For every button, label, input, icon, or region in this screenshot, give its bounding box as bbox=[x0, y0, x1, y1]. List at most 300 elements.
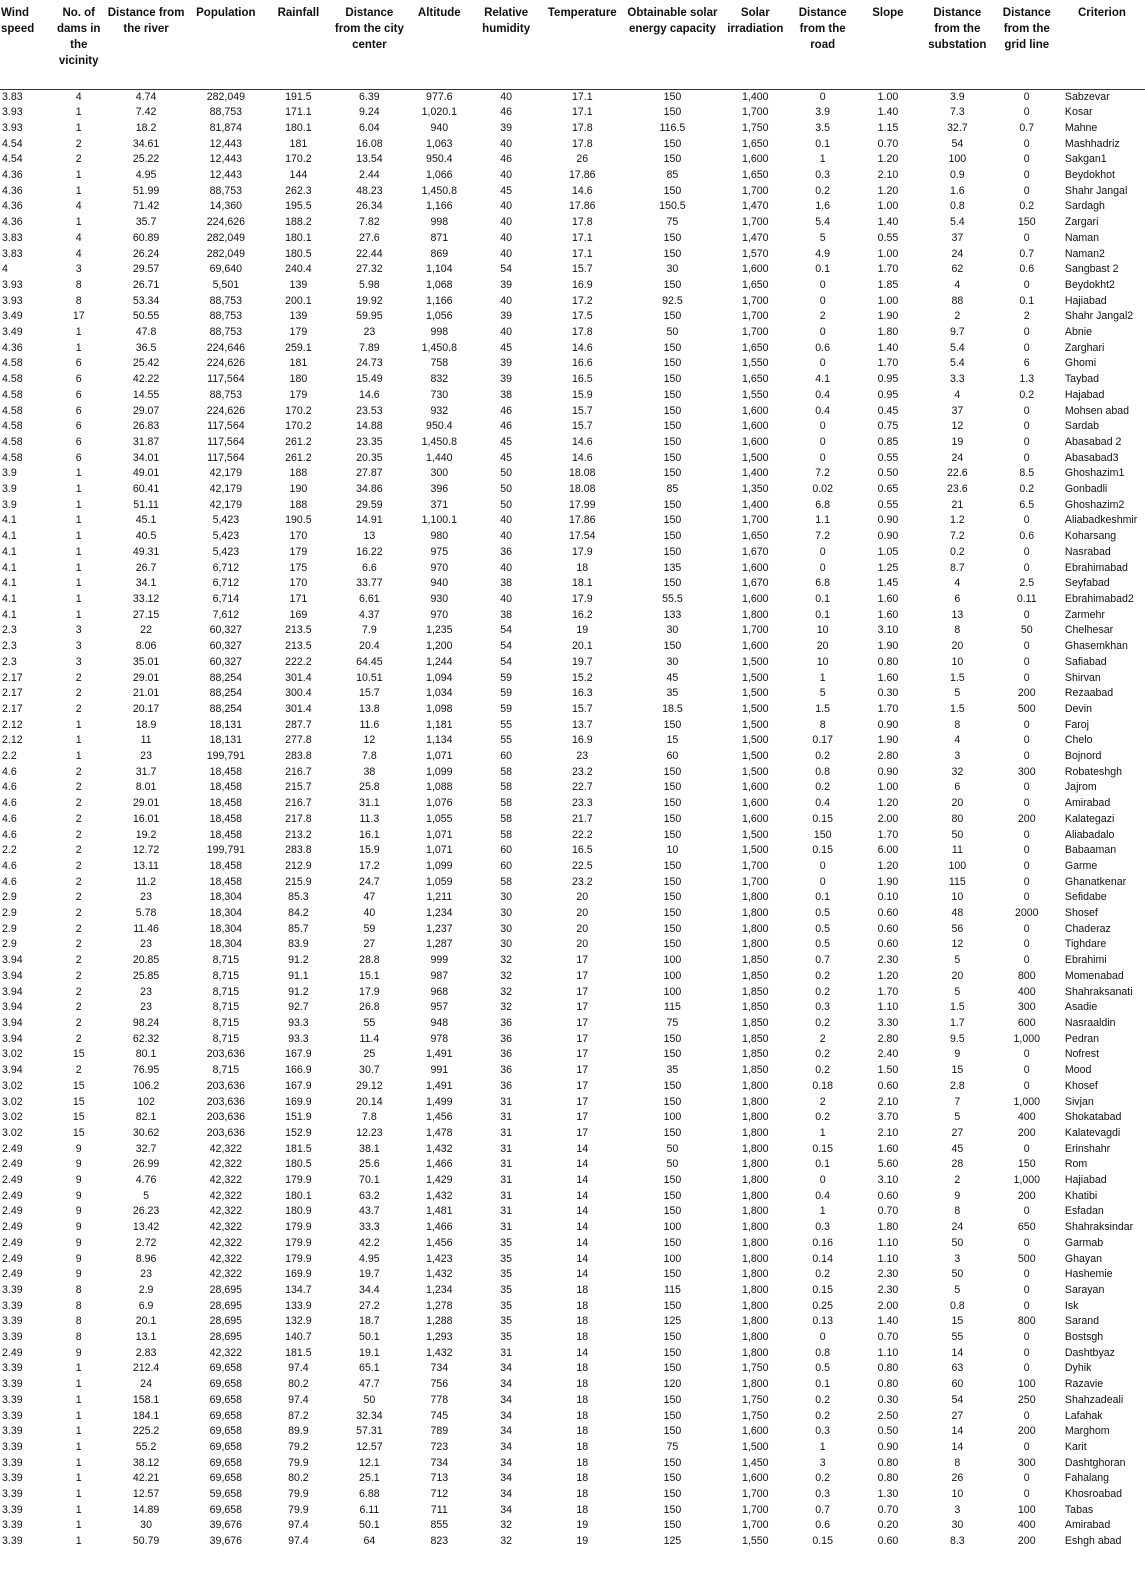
table-cell: 167.9 bbox=[285, 1048, 312, 1061]
table-cell: 60,327 bbox=[209, 624, 243, 637]
table-cell: 150 bbox=[663, 530, 682, 543]
table-cell: 2 bbox=[75, 954, 82, 967]
table-cell: 4.37 bbox=[359, 608, 380, 621]
table-cell: 76.95 bbox=[132, 1064, 160, 1077]
table-cell: 2.3 bbox=[2, 655, 17, 668]
table-cell: 18,131 bbox=[209, 734, 243, 747]
table-cell: 1.15 bbox=[877, 121, 899, 134]
table-cell: 69,658 bbox=[209, 1378, 243, 1391]
table-cell: 0 bbox=[1023, 1299, 1030, 1312]
table-cell: 1,670 bbox=[742, 545, 769, 558]
table-cell: 0.85 bbox=[877, 435, 899, 448]
table-cell: Dashtbyaz bbox=[1064, 1346, 1115, 1359]
table-cell: 55 bbox=[951, 1331, 964, 1344]
table-cell: 16.9 bbox=[571, 278, 593, 291]
table-cell: 5 bbox=[143, 1189, 150, 1202]
table-cell: 29.57 bbox=[132, 263, 160, 276]
table-cell: 2.10 bbox=[877, 1095, 899, 1108]
table-cell: 0 bbox=[1023, 278, 1030, 291]
table-cell: 8.06 bbox=[135, 640, 157, 653]
table-cell: 0.2 bbox=[815, 1268, 831, 1281]
table-cell: 2.00 bbox=[877, 812, 899, 825]
table-cell: 25 bbox=[363, 1048, 376, 1061]
table-cell: 27.2 bbox=[359, 1299, 380, 1312]
table-cell: 45 bbox=[666, 671, 679, 684]
table-cell: 88,753 bbox=[209, 184, 243, 197]
table-cell: 11 bbox=[951, 844, 963, 857]
table-cell: 300 bbox=[430, 467, 449, 480]
table-cell: 59,658 bbox=[209, 1488, 243, 1501]
table-cell: 1 bbox=[75, 1362, 82, 1375]
table-cell: 2.40 bbox=[877, 1048, 899, 1061]
table-cell: 1,166 bbox=[426, 200, 453, 213]
table-cell: 26.34 bbox=[356, 200, 383, 213]
table-cell: 0 bbox=[1023, 797, 1030, 810]
table-cell: 2 bbox=[75, 797, 82, 810]
table-row bbox=[0, 639, 1145, 655]
table-cell: 14 bbox=[951, 1346, 964, 1359]
table-cell: 1 bbox=[75, 750, 82, 763]
table-cell: 5,423 bbox=[212, 545, 240, 558]
table-cell: 9 bbox=[75, 1205, 82, 1218]
table-cell: 117,564 bbox=[207, 435, 245, 448]
table-cell: Garmab bbox=[1064, 1236, 1104, 1249]
table-cell: 150 bbox=[663, 498, 682, 511]
table-cell: 10 bbox=[816, 655, 829, 668]
table-cell: Sivjan bbox=[1064, 1095, 1094, 1108]
table-cell: 14 bbox=[576, 1174, 589, 1187]
table-cell: 8,715 bbox=[212, 969, 240, 982]
table-cell: 0 bbox=[1023, 671, 1030, 684]
table-cell: 139 bbox=[289, 310, 308, 323]
table-cell: 3.39 bbox=[2, 1283, 23, 1296]
table-cell: 34 bbox=[500, 1378, 513, 1391]
table-cell: 0.02 bbox=[812, 483, 833, 496]
table-cell: 2.5 bbox=[1019, 577, 1035, 590]
table-cell: 8,715 bbox=[212, 1016, 240, 1029]
table-cell: 2.10 bbox=[877, 1126, 899, 1139]
table-cell: Mood bbox=[1064, 1064, 1092, 1077]
table-cell: 4.6 bbox=[2, 859, 17, 872]
table-cell: Taybad bbox=[1064, 373, 1100, 386]
table-cell: 734 bbox=[430, 1362, 449, 1375]
table-cell: 20 bbox=[951, 797, 964, 810]
table-cell: Sabzevar bbox=[1064, 90, 1110, 103]
table-cell: 31.1 bbox=[359, 797, 380, 810]
table-cell: 2 bbox=[75, 1016, 82, 1029]
table-cell: 38 bbox=[500, 608, 513, 621]
table-cell: 6,714 bbox=[212, 593, 240, 605]
table-row bbox=[0, 592, 1145, 608]
table-cell: 0.8 bbox=[815, 1346, 831, 1359]
table-cell: Shahr Jangal2 bbox=[1064, 310, 1134, 323]
table-cell: 180.1 bbox=[285, 1189, 312, 1202]
table-cell: 400 bbox=[1017, 1519, 1036, 1532]
table-cell: 1,850 bbox=[742, 1016, 769, 1029]
table-cell: 21.7 bbox=[571, 812, 593, 825]
table-cell: 200.1 bbox=[285, 294, 312, 307]
table-cell: 0 bbox=[819, 1174, 826, 1187]
table-cell: 9 bbox=[75, 1174, 82, 1187]
table-cell: 100 bbox=[663, 954, 682, 967]
table-cell: 98.24 bbox=[132, 1016, 160, 1029]
table-cell: 1.00 bbox=[877, 781, 899, 794]
table-cell: 1,055 bbox=[426, 812, 453, 825]
table-cell: 0 bbox=[1023, 1472, 1030, 1485]
table-cell: Sangbast 2 bbox=[1064, 263, 1119, 276]
table-cell: 2.49 bbox=[2, 1252, 23, 1265]
table-cell: 1,071 bbox=[426, 844, 453, 857]
table-cell: 11.4 bbox=[359, 1032, 380, 1045]
table-cell: 0 bbox=[1023, 1142, 1030, 1155]
table-cell: 166.9 bbox=[285, 1064, 312, 1077]
table-cell: 23 bbox=[140, 938, 152, 951]
table-cell: 932 bbox=[430, 404, 449, 417]
column-header: Population bbox=[186, 0, 265, 89]
table-cell: 1,134 bbox=[426, 734, 453, 747]
table-cell: 203,636 bbox=[206, 1095, 245, 1108]
table-cell: Shosef bbox=[1064, 907, 1098, 920]
table-cell: Ghasemkhan bbox=[1064, 640, 1128, 653]
table-cell: 184.1 bbox=[132, 1409, 160, 1422]
table-cell: 150 bbox=[663, 90, 682, 103]
table-cell: 34 bbox=[500, 1409, 513, 1422]
table-cell: 0 bbox=[819, 90, 826, 103]
table-cell: 22.2 bbox=[571, 828, 593, 841]
table-cell: 301.4 bbox=[285, 702, 312, 715]
table-cell: 22.5 bbox=[571, 859, 593, 872]
table-row bbox=[0, 1299, 1145, 1315]
table-cell: 39,676 bbox=[209, 1519, 243, 1532]
table-cell: 17.2 bbox=[571, 294, 593, 307]
table-cell: 0.55 bbox=[877, 498, 899, 511]
table-cell: 33.77 bbox=[356, 577, 383, 590]
table-cell: 102 bbox=[137, 1095, 155, 1108]
table-cell: 3.10 bbox=[877, 1174, 899, 1187]
table-cell: Esfadan bbox=[1064, 1205, 1104, 1218]
table-cell: 1,800 bbox=[742, 1299, 769, 1312]
table-cell: 29.59 bbox=[356, 498, 383, 511]
table-cell: 0.60 bbox=[877, 1189, 899, 1202]
table-row bbox=[0, 1126, 1145, 1142]
table-cell: 71.42 bbox=[132, 200, 160, 213]
table-cell: 1.10 bbox=[877, 1346, 899, 1359]
table-cell: 5,423 bbox=[212, 530, 240, 543]
table-cell: 14 bbox=[576, 1268, 589, 1281]
table-cell: 1,700 bbox=[742, 106, 769, 119]
table-cell: 26.24 bbox=[132, 247, 160, 260]
table-cell: 0.65 bbox=[877, 483, 899, 496]
table-cell: 1.90 bbox=[877, 875, 899, 888]
table-cell: 6.8 bbox=[815, 577, 831, 590]
table-cell: 0.6 bbox=[815, 1519, 831, 1532]
table-cell: Tabas bbox=[1064, 1503, 1094, 1516]
table-cell: 0 bbox=[1023, 153, 1030, 166]
table-row bbox=[0, 623, 1145, 639]
table-cell: 0.80 bbox=[877, 1472, 899, 1485]
table-cell: 3 bbox=[75, 624, 82, 637]
table-cell: 34.1 bbox=[135, 577, 157, 590]
table-cell: 24 bbox=[951, 451, 964, 464]
table-cell: 0 bbox=[1023, 561, 1030, 574]
table-cell: 0.1 bbox=[815, 1158, 831, 1171]
table-cell: 4.58 bbox=[2, 420, 23, 433]
table-cell: 1,000 bbox=[1013, 1095, 1041, 1108]
table-cell: 0.2 bbox=[1019, 200, 1035, 213]
table-cell: 1.70 bbox=[877, 828, 899, 841]
table-cell: 150 bbox=[663, 1236, 682, 1249]
table-cell: 18 bbox=[576, 1440, 589, 1453]
table-cell: 30 bbox=[666, 655, 679, 668]
table-cell: 3.39 bbox=[2, 1488, 23, 1501]
table-cell: 20 bbox=[576, 907, 589, 920]
table-cell: 0.4 bbox=[815, 1189, 831, 1202]
table-cell: 54 bbox=[500, 640, 513, 653]
table-cell: 3.39 bbox=[2, 1378, 23, 1391]
table-row bbox=[0, 152, 1145, 168]
table-cell: 100 bbox=[663, 969, 682, 982]
table-cell: 0.50 bbox=[877, 467, 899, 480]
table-cell: 1,600 bbox=[742, 797, 769, 810]
table-cell: 4.36 bbox=[2, 216, 23, 229]
table-cell: Khosroabad bbox=[1064, 1488, 1123, 1501]
table-cell: 4.6 bbox=[2, 875, 17, 888]
table-cell: Khatibi bbox=[1064, 1189, 1098, 1202]
table-cell: 6.9 bbox=[138, 1299, 154, 1312]
table-cell: 132.9 bbox=[285, 1315, 312, 1328]
table-cell: 32 bbox=[500, 954, 513, 967]
table-cell: 31 bbox=[500, 1111, 513, 1124]
table-cell: 31 bbox=[500, 1142, 513, 1155]
table-cell: 18 bbox=[576, 1456, 589, 1469]
table-cell: 1,750 bbox=[742, 121, 769, 134]
table-cell: 1,850 bbox=[742, 1001, 769, 1014]
table-cell: 17.8 bbox=[571, 216, 593, 229]
table-cell: 3 bbox=[819, 1456, 826, 1469]
table-cell: 180.1 bbox=[285, 121, 312, 134]
table-cell: 26.7 bbox=[135, 561, 157, 574]
table-cell: 1,700 bbox=[742, 184, 769, 197]
table-cell: 14 bbox=[576, 1221, 589, 1234]
table-cell: 46 bbox=[500, 153, 513, 166]
table-cell: 15.7 bbox=[571, 420, 593, 433]
table-cell: 14.6 bbox=[571, 435, 593, 448]
table-row bbox=[0, 969, 1145, 985]
table-cell: 1,800 bbox=[742, 938, 769, 951]
table-cell: 600 bbox=[1017, 1016, 1036, 1029]
table-cell: 6.00 bbox=[877, 844, 899, 857]
table-cell: 0.70 bbox=[877, 1205, 899, 1218]
table-cell: 1,600 bbox=[742, 1472, 769, 1485]
table-cell: 1,800 bbox=[742, 1205, 769, 1218]
table-cell: 0.60 bbox=[877, 922, 899, 935]
table-cell: 1,700 bbox=[742, 514, 769, 527]
table-cell: 7.42 bbox=[135, 106, 157, 119]
table-row bbox=[0, 1409, 1145, 1425]
table-cell: 1 bbox=[819, 153, 826, 166]
table-cell: 13.8 bbox=[359, 702, 380, 715]
table-cell: 0 bbox=[1023, 1048, 1030, 1061]
table-cell: 0 bbox=[1023, 404, 1030, 417]
table-cell: Ebrahimabad bbox=[1064, 561, 1128, 574]
table-cell: 58 bbox=[500, 828, 513, 841]
table-cell: 169 bbox=[289, 608, 308, 621]
table-cell: 200 bbox=[1017, 1535, 1036, 1548]
table-cell: 0.80 bbox=[877, 1456, 899, 1469]
table-cell: 39 bbox=[500, 373, 513, 386]
table-cell: 1,800 bbox=[742, 1283, 769, 1296]
table-cell: Amirabad bbox=[1064, 1519, 1111, 1532]
table-cell: 14.89 bbox=[132, 1503, 160, 1516]
table-cell: 17 bbox=[576, 1016, 589, 1029]
table-cell: Momenabad bbox=[1064, 969, 1124, 982]
table-cell: 0.15 bbox=[812, 844, 833, 857]
table-row bbox=[0, 294, 1145, 310]
table-cell: Seyfabad bbox=[1064, 577, 1110, 590]
table-cell: 6,712 bbox=[212, 577, 240, 590]
table-cell: 1,499 bbox=[426, 1095, 453, 1108]
table-cell: 1,600 bbox=[742, 404, 769, 417]
table-cell: 1,099 bbox=[426, 859, 453, 872]
table-cell: 50 bbox=[363, 1393, 376, 1406]
table-cell: 1.50 bbox=[877, 1064, 899, 1077]
table-cell: 1 bbox=[75, 577, 82, 590]
table-cell: 87.2 bbox=[288, 1409, 309, 1422]
table-cell: 18.1 bbox=[571, 577, 593, 590]
table-cell: 19.7 bbox=[571, 655, 593, 668]
table-cell: 1 bbox=[819, 1126, 826, 1139]
table-cell: 713 bbox=[430, 1472, 449, 1485]
table-cell: 8 bbox=[819, 718, 826, 731]
table-cell: 36 bbox=[500, 1016, 513, 1029]
table-cell: 6 bbox=[75, 388, 82, 401]
table-cell: 34 bbox=[500, 1393, 513, 1406]
table-cell: 38.12 bbox=[132, 1456, 160, 1469]
table-cell: 54 bbox=[500, 624, 513, 637]
table-cell: 17.54 bbox=[569, 530, 596, 543]
table-cell: 60.89 bbox=[132, 231, 160, 244]
table-cell: 18.7 bbox=[359, 1315, 380, 1328]
table-cell: 0.1 bbox=[815, 608, 831, 621]
table-row bbox=[0, 1361, 1145, 1377]
table-cell: Robateshgh bbox=[1064, 765, 1123, 778]
table-row bbox=[0, 1252, 1145, 1268]
table-cell: 15 bbox=[72, 1111, 85, 1124]
table-cell: 179 bbox=[289, 388, 308, 401]
table-cell: 150 bbox=[663, 859, 682, 872]
table-cell: 51.11 bbox=[133, 498, 159, 511]
table-cell: 37 bbox=[951, 231, 964, 244]
table-row bbox=[0, 702, 1145, 718]
table-cell: 17 bbox=[576, 1095, 589, 1108]
table-cell: 75 bbox=[666, 216, 679, 229]
table-cell: 287.7 bbox=[285, 718, 312, 731]
table-cell: 3.5 bbox=[815, 121, 831, 134]
table-cell: 9 bbox=[75, 1158, 82, 1171]
table-cell: Aliabadkeshmir bbox=[1064, 514, 1138, 527]
table-cell: 2.8 bbox=[949, 1079, 965, 1092]
table-cell: 4.1 bbox=[2, 608, 17, 621]
table-row bbox=[0, 466, 1145, 482]
table-cell: 7.2 bbox=[949, 530, 965, 543]
table-cell: 120 bbox=[663, 1378, 682, 1391]
table-cell: 2.9 bbox=[138, 1283, 154, 1296]
table-cell: 88 bbox=[951, 294, 964, 307]
table-cell: 34 bbox=[500, 1425, 513, 1438]
table-cell: 12,443 bbox=[209, 137, 243, 150]
table-cell: 32.7 bbox=[947, 121, 968, 134]
table-cell: 2.80 bbox=[877, 1032, 899, 1045]
table-cell: 3.39 bbox=[2, 1331, 23, 1344]
table-cell: 0.25 bbox=[812, 1299, 833, 1312]
table-cell: 3.39 bbox=[2, 1362, 23, 1375]
table-cell: 0.15 bbox=[812, 1142, 833, 1155]
table-cell: 2.49 bbox=[2, 1158, 23, 1171]
table-cell: Sarand bbox=[1064, 1315, 1100, 1328]
table-cell: 3 bbox=[954, 1252, 961, 1265]
table-cell: 0.6 bbox=[1019, 530, 1035, 543]
table-cell: 179.9 bbox=[285, 1252, 312, 1265]
table-cell: 150 bbox=[663, 247, 682, 260]
table-cell: 69,658 bbox=[209, 1456, 243, 1469]
table-cell: 14 bbox=[951, 1425, 964, 1438]
table-cell: 6.6 bbox=[362, 561, 377, 574]
table-cell: 30 bbox=[500, 907, 513, 920]
table-cell: 14 bbox=[576, 1142, 589, 1155]
table-cell: 150 bbox=[663, 577, 682, 590]
table-cell: 30 bbox=[500, 938, 513, 951]
table-cell: 14.6 bbox=[359, 388, 380, 401]
table-cell: 1.10 bbox=[877, 1252, 899, 1265]
table-cell: 6 bbox=[75, 357, 82, 370]
table-cell: 0.90 bbox=[877, 514, 899, 527]
table-cell: 1,800 bbox=[742, 1331, 769, 1344]
table-cell: 150 bbox=[663, 640, 682, 653]
table-cell: 1,800 bbox=[742, 1236, 769, 1249]
table-cell: 18 bbox=[576, 561, 589, 574]
table-cell: 150 bbox=[663, 1503, 682, 1516]
table-cell: 4.58 bbox=[2, 357, 23, 370]
table-row bbox=[0, 561, 1145, 577]
table-cell: 100 bbox=[948, 153, 967, 166]
table-cell: 1.45 bbox=[877, 577, 899, 590]
table-cell: 3.39 bbox=[2, 1503, 23, 1516]
table-cell: 100 bbox=[663, 985, 682, 998]
table-cell: 88,753 bbox=[209, 106, 243, 119]
table-cell: 60 bbox=[500, 844, 513, 857]
table-cell: 0 bbox=[819, 545, 826, 558]
table-cell: 9 bbox=[75, 1346, 82, 1359]
table-cell: 8 bbox=[75, 1299, 82, 1312]
table-cell: 150 bbox=[663, 404, 682, 417]
table-cell: 0.1 bbox=[815, 891, 831, 904]
table-row bbox=[0, 1440, 1145, 1456]
table-cell: Safiabad bbox=[1064, 655, 1107, 668]
table-cell: 3.39 bbox=[2, 1393, 23, 1406]
table-cell: 4.36 bbox=[2, 200, 23, 213]
table-cell: 79.2 bbox=[288, 1440, 309, 1453]
table-cell: 59 bbox=[500, 687, 513, 700]
table-cell: 216.7 bbox=[285, 797, 312, 810]
table-cell: 53.34 bbox=[132, 294, 160, 307]
table-cell: 300.4 bbox=[285, 687, 312, 700]
table-cell: 1.10 bbox=[877, 1236, 899, 1249]
table-cell: 712 bbox=[430, 1488, 449, 1501]
table-cell: 80 bbox=[951, 812, 964, 825]
table-cell: 4 bbox=[2, 263, 8, 276]
table-cell: 1 bbox=[819, 1440, 826, 1453]
table-cell: 1,034 bbox=[426, 687, 453, 700]
